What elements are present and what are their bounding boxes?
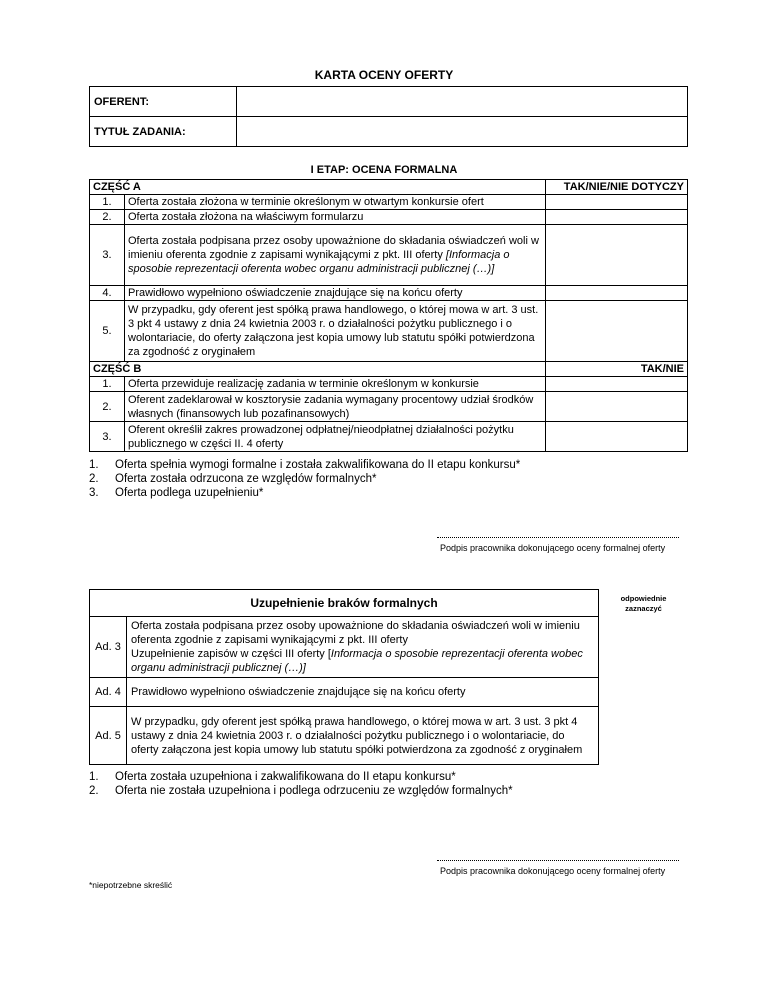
supplement-ad: Ad. 3	[90, 617, 127, 678]
supplement-note: odpowiednie zaznaczyć	[620, 594, 667, 613]
answer-cell[interactable]	[546, 392, 688, 422]
supplement-title: Uzupełnienie braków formalnych	[90, 590, 599, 617]
criterion-text: Oferta przewiduje realizację zadania w terminie określonym w konkursie	[125, 377, 546, 392]
answer-cell[interactable]	[546, 422, 688, 452]
list-item-text: Oferta została uzupełniona i zakwalifikowana do II etapu konkursu*	[115, 771, 456, 783]
criterion-num: 1.	[90, 195, 125, 210]
signature-line[interactable]	[437, 860, 679, 861]
supplement-table	[89, 589, 599, 765]
answer-cell[interactable]	[546, 301, 688, 362]
list-item-text: Oferta nie została uzupełniona i podlega odrzuceniu ze względów formalnych*	[115, 785, 513, 797]
header-table	[89, 86, 688, 147]
answer-cell[interactable]	[546, 225, 688, 286]
outcome-list-1	[89, 458, 520, 500]
supplement-text: W przypadku, gdy oferent jest spółką prawa handlowego, o której mowa w art. 3 ust. 3 pkt 4 ustawy z dnia 24 kwietnia 2003 r. o działalności pożytku publicznego i o wolontariacie, do oferty załączona jest kopia umowy lub statutu spółki potwierdzona za zgodność z oryginałem	[127, 707, 599, 765]
supplement-text-main: Oferta została podpisana przez osoby upoważnione do składania oświadczeń woli w imieniu oferenta zgodnie z zapisami wynikającymi z pkt. III oferty	[131, 620, 580, 646]
czesc-a-label: CZĘŚĆ A	[90, 180, 546, 195]
criterion-text	[125, 225, 546, 286]
criterion-text-main: Oferta została podpisana przez osoby upoważnione do składania oświadczeń woli w imieniu oferenta zgodnie z zapisami wynikającymi z pkt. III oferty	[128, 235, 539, 261]
criterion-text: Oferent zadeklarował w kosztorysie zadania wymagany procentowy udział środków własnych (finansowych lub pozafinansowych)	[125, 392, 546, 422]
criterion-num: 3.	[90, 225, 125, 286]
oferent-label: OFERENT:	[90, 87, 237, 117]
oferent-field[interactable]	[237, 87, 688, 117]
answer-cell[interactable]	[546, 210, 688, 225]
signature-line[interactable]	[437, 537, 679, 538]
czesc-a-answer-header: TAK/NIE/NIE DOTYCZY	[546, 180, 688, 195]
supplement-text-secondary	[131, 647, 594, 675]
list-item	[89, 458, 520, 472]
list-item	[89, 770, 513, 784]
signature-caption: Podpis pracownika dokonującego oceny formalnej oferty	[440, 866, 666, 876]
list-item-num: 2.	[89, 473, 99, 485]
supplement-ad: Ad. 5	[90, 707, 127, 765]
czesc-b-answer-header: TAK/NIE	[546, 362, 688, 377]
tytul-field[interactable]	[237, 117, 688, 147]
list-item	[89, 784, 513, 798]
list-item-num: 1.	[89, 459, 99, 471]
supplement-text-prefix: Uzupełnienie zapisów w części III oferty [	[131, 648, 331, 660]
supplement-text: Prawidłowo wypełniono oświadczenie znajdujące się na końcu oferty	[127, 678, 599, 707]
list-item-text: Oferta została odrzucona ze względów formalnych*	[115, 473, 377, 485]
criteria-table	[89, 179, 688, 452]
footnote: *niepotrzebne skreślić	[89, 880, 173, 890]
etap-title: I ETAP: OCENA FORMALNA	[310, 164, 458, 176]
list-item-text: Oferta spełnia wymogi formalne i została zakwalifikowana do II etapu konkursu*	[115, 459, 521, 471]
supplement-text-italic: Informacja o sposobie reprezentacji oferenta wobec organu administracji publicznej (…)]	[131, 648, 583, 674]
criterion-num: 1.	[90, 377, 125, 392]
criterion-num: 2.	[90, 392, 125, 422]
criterion-text-italic: [Informacja o sposobie reprezentacji oferenta wobec organu administracji publicznej (…)]	[128, 249, 510, 275]
signature-caption: Podpis pracownika dokonującego oceny formalnej oferty	[440, 543, 666, 553]
answer-cell[interactable]	[546, 195, 688, 210]
criterion-text: Prawidłowo wypełniono oświadczenie znajdujące się na końcu oferty	[125, 286, 546, 301]
list-item-num: 2.	[89, 785, 99, 797]
list-item	[89, 486, 520, 500]
criterion-num: 2.	[90, 210, 125, 225]
supplement-text	[127, 617, 599, 678]
tytul-label: TYTUŁ ZADANIA:	[90, 117, 237, 147]
criterion-num: 5.	[90, 301, 125, 362]
czesc-b-label: CZĘŚĆ B	[90, 362, 546, 377]
list-item-num: 1.	[89, 771, 99, 783]
criterion-text: Oferta została złożona w terminie określonym w otwartym konkursie ofert	[125, 195, 546, 210]
criterion-text: Oferta została złożona na właściwym formularzu	[125, 210, 546, 225]
supplement-ad: Ad. 4	[90, 678, 127, 707]
outcome-list-2	[89, 770, 513, 798]
answer-cell[interactable]	[546, 286, 688, 301]
list-item-text: Oferta podlega uzupełnieniu*	[115, 487, 264, 499]
page-title: KARTA OCENY OFERTY	[314, 68, 454, 82]
criterion-text: Oferent określił zakres prowadzonej odpłatnej/nieodpłatnej działalności pożytku publicznego w części II. 4 oferty	[125, 422, 546, 452]
answer-cell[interactable]	[546, 377, 688, 392]
list-item	[89, 472, 520, 486]
list-item-num: 3.	[89, 487, 99, 499]
criterion-num: 4.	[90, 286, 125, 301]
criterion-num: 3.	[90, 422, 125, 452]
criterion-text: W przypadku, gdy oferent jest spółką prawa handlowego, o której mowa w art. 3 ust. 3 pkt 4 ustawy z dnia 24 kwietnia 2003 r. o działalności pożytku publicznego i o wolontariacie, do oferty załączona jest kopia umowy lub statutu spółki potwierdzona za zgodność z oryginałem	[125, 301, 546, 362]
